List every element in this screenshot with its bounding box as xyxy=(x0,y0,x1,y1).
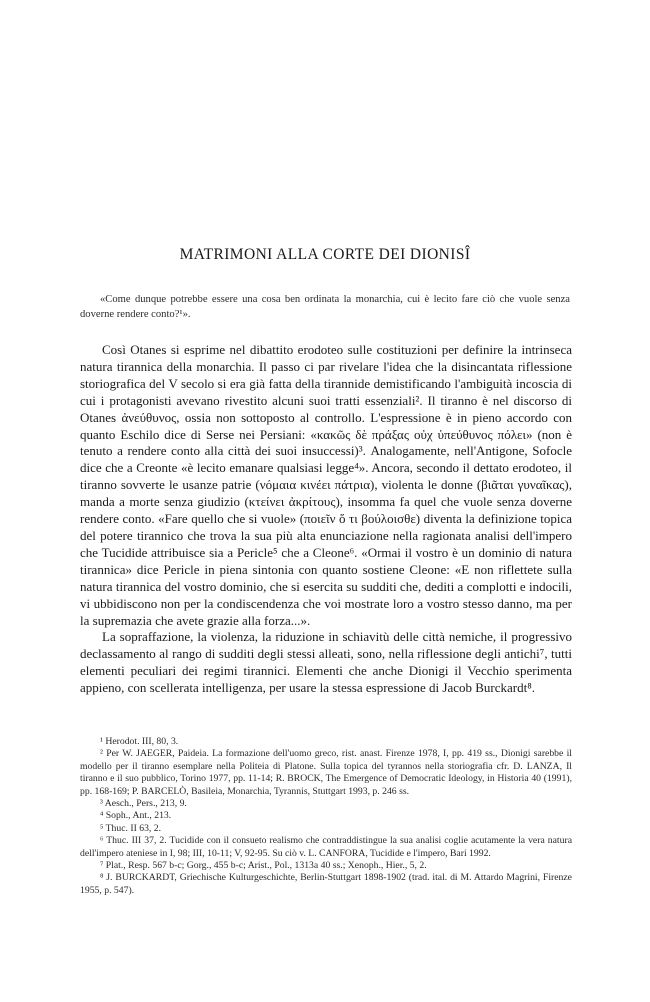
paragraph-2: La sopraffazione, la violenza, la riduzione in schiavitù delle città nemiche, il progressivo declassamento al rango di sudditi degli stessi alleati, sono, nella riflessione degli antichi⁷, tutti elementi peculiari dei regimi tirannici. Elementi che anche Dionigi il Vecchio sperimenta appieno, con scellerata intelligenza, per usare la stessa espressione di Jacob Burckardt⁸. xyxy=(80,629,572,696)
footnote-4: ⁴ Soph., Ant., 213. xyxy=(100,810,172,822)
footnote-5: ⁵ Thuc. II 63, 2. xyxy=(100,822,162,834)
epigraph-quote: «Come dunque potrebbe essere una cosa ben ordinata la monarchia, cui è lecito fare ciò che vuole senza doverne rendere conto?¹». xyxy=(80,294,570,320)
chapter-title: MATRIMONI ALLA CORTE DEI DIONISÎ xyxy=(179,246,471,263)
footnotes xyxy=(80,736,572,897)
footnote-1: ¹ Herodot. III, 80, 3. xyxy=(100,736,179,747)
footnote-3: ³ Aesch., Pers., 213, 9. xyxy=(100,798,187,810)
footnote-6: ⁶ Thuc. III 37, 2. Tucidide con il consueto realismo che contraddistingue la sua analisi coglie acutamente la vera natura dell'impero ateniese in I, 98; III, 10-11; V, 92-95. Su ciò v. L. CANFORA, Tucidide e l'impero, Bari 1992. xyxy=(80,835,572,859)
footnote-2: ² Per W. JAEGER, Paideia. La formazione dell'uomo greco, rist. anast. Firenze 1978, I, pp. 419 ss., Dionigi sarebbe il modello per il tiranno esemplare nella Politeia di Platone. Sulla topica del tyrannos nella storiografia cfr. D. LANZA, Il tiranno e il suo pubblico, Torino 1977, pp. 11-14; R. BROCK, The Emergence of Democratic Ideology, in Historia 40 (1991), pp. 168-169; P. BARCELÒ, Basileia, Monarchia, Tyrannis, Stuttgart 1993, p. 246 ss. xyxy=(80,748,572,797)
paragraph-1: Così Otanes si esprime nel dibattito erodoteo sulle costituzioni per definire la intrinseca natura tirannica della monarchia. Il passo ci par rivelare l'idea che la disincantata riflessione storiografica del V secolo si era già fatta della tirannide demistificando l'ambiguità incoscia di cui i protagonisti avevano rivestito alcuni suoi tratti essenziali². Il tiranno è nel discorso di Otanes ἀνεύθυνος, ossia non sottoposto al controllo. L'espressione è in pieno accordo con quanto Eschilo dice di Serse nei Persiani: «κακῶς δὲ πράξας οὐχ ὑπεύθυνος πόλει» (non è tenuto a rendere conto alla città dei suoi insuccessi)³. Analogamente, nell'Antigone, Sofocle dice che a Creonte «è lecito emanare qualsiasi legge⁴». Ancora, secondo il dettato erodoteo, il tiranno sovverte le usanze patrie (νόμαια κινέει πάτρια), violenta le donne (βιᾶται γυναῖκας), manda a morte senza giudizio (κτείνει ἀκρίτους), insomma fa quel che vuole senza doverne rendere conto. «Fare quello che si vuole» (ποιεῖν ὅ τι βούλοισθε) diventa la definizione topica del potere tirannico che trova la sua più alta enunciazione nella ragionata analisi dell'impero che Tucidide attribuisce sia a Pericle⁵ che a Cleone⁶. «Ormai il vostro è un dominio di natura tirannica» dice Pericle in piena sintonia con quanto sostiene Cleone: «E non riflettete sulla natura tirannica del vostro dominio, che si esercita su sudditi che, dediti a complotti e indocili, vi ubbidiscono non per la condiscendenza che voi mostrate loro a vostro stesso danno, ma per la supremazia che avete grazie alla forza...». xyxy=(80,342,572,628)
footnote-7: ⁷ Plat., Resp. 567 b-c; Gorg., 455 b-c; Arist., Pol., 1313a 40 ss.; Xenoph., Hier., 5, 2. xyxy=(100,860,427,872)
main-text xyxy=(80,342,572,697)
footnote-8: ⁸ J. BURCKARDT, Griechische Kulturgeschichte, Berlin-Stuttgart 1898-1902 (trad. ital. di M. Attardo Magrini, Firenze 1955, p. 547). xyxy=(80,872,572,896)
